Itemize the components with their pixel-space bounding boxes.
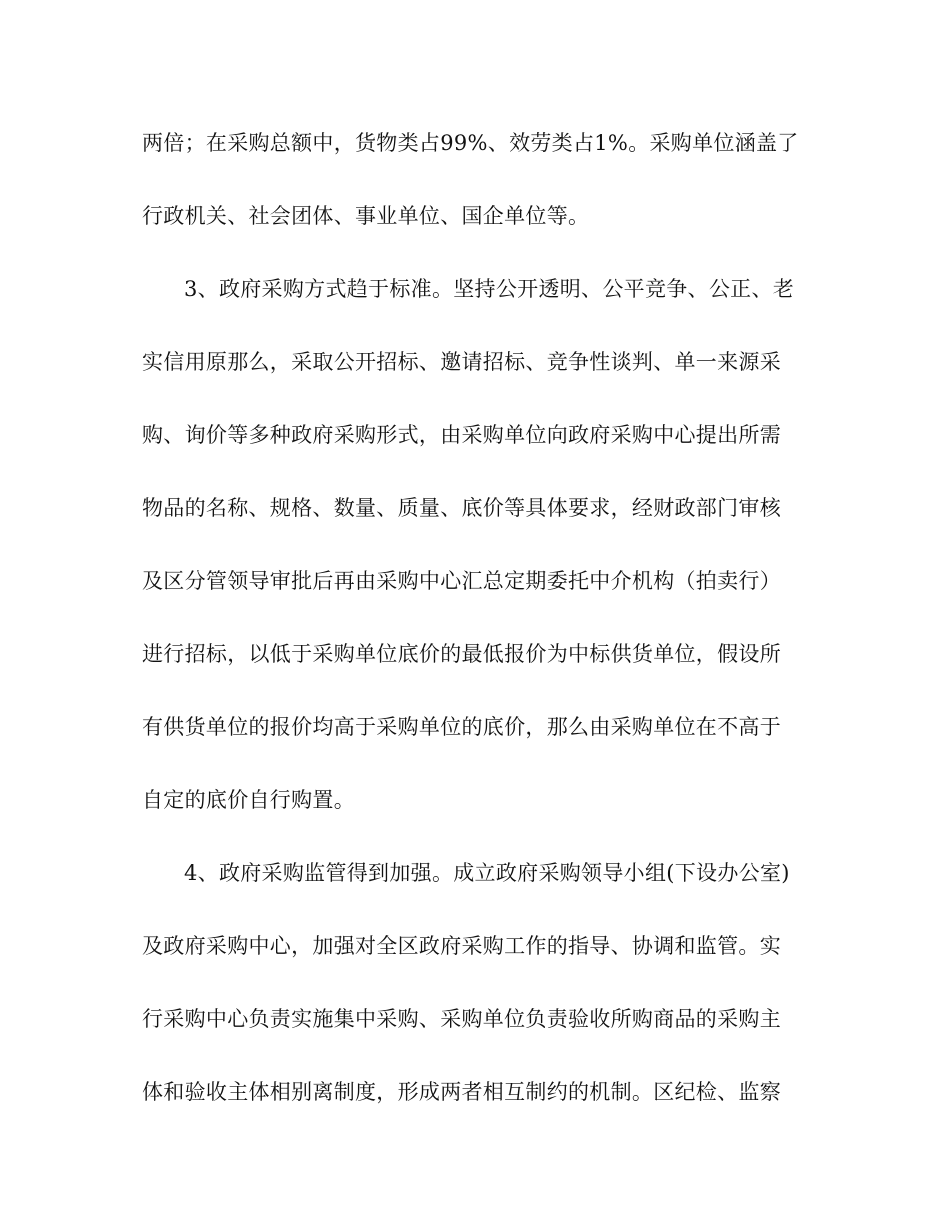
text-line: 及政府采购中心，加强对全区政府采购工作的指导、协调和监管。实: [142, 934, 781, 958]
text-line: 行政机关、社会团体、事业单位、国企单位等。: [142, 204, 590, 228]
text-line: 行采购中心负责实施集中采购、采购单位负责验收所购商品的采购主: [142, 1007, 781, 1031]
body-text: [142, 120, 812, 1142]
text-line: 购、询价等多种政府采购形式，由采购单位向政府采购中心提出所需: [142, 423, 781, 447]
paragraph-start-line: 4、政府采购监管得到加强。成立政府采购领导小组(下设办公室): [184, 861, 790, 885]
text-line: 物品的名称、规格、数量、质量、底价等具体要求，经财政部门审核: [142, 496, 781, 520]
text-line: 进行招标，以低于采购单位底价的最低报价为中标供货单位，假设所: [142, 642, 781, 666]
text-line: 及区分管领导审批后再由采购中心汇总定期委托中介机构（拍卖行）: [142, 569, 781, 593]
text-line: 两倍；在采购总额中，货物类占99%、效劳类占1%。采购单位涵盖了: [142, 131, 799, 155]
text-line: 自定的底价自行购置。: [142, 788, 355, 812]
text-line: 实信用原那么，采取公开招标、邀请招标、竞争性谈判、单一来源采: [142, 350, 781, 374]
paragraph-start-line: 3、政府采购方式趋于标准。坚持公开透明、公平竞争、公正、老: [184, 277, 795, 301]
text-line: 体和验收主体相别离制度，形成两者相互制约的机制。区纪检、监察: [142, 1080, 781, 1104]
text-line: 有供货单位的报价均高于采购单位的底价，那么由采购单位在不高于: [142, 715, 781, 739]
